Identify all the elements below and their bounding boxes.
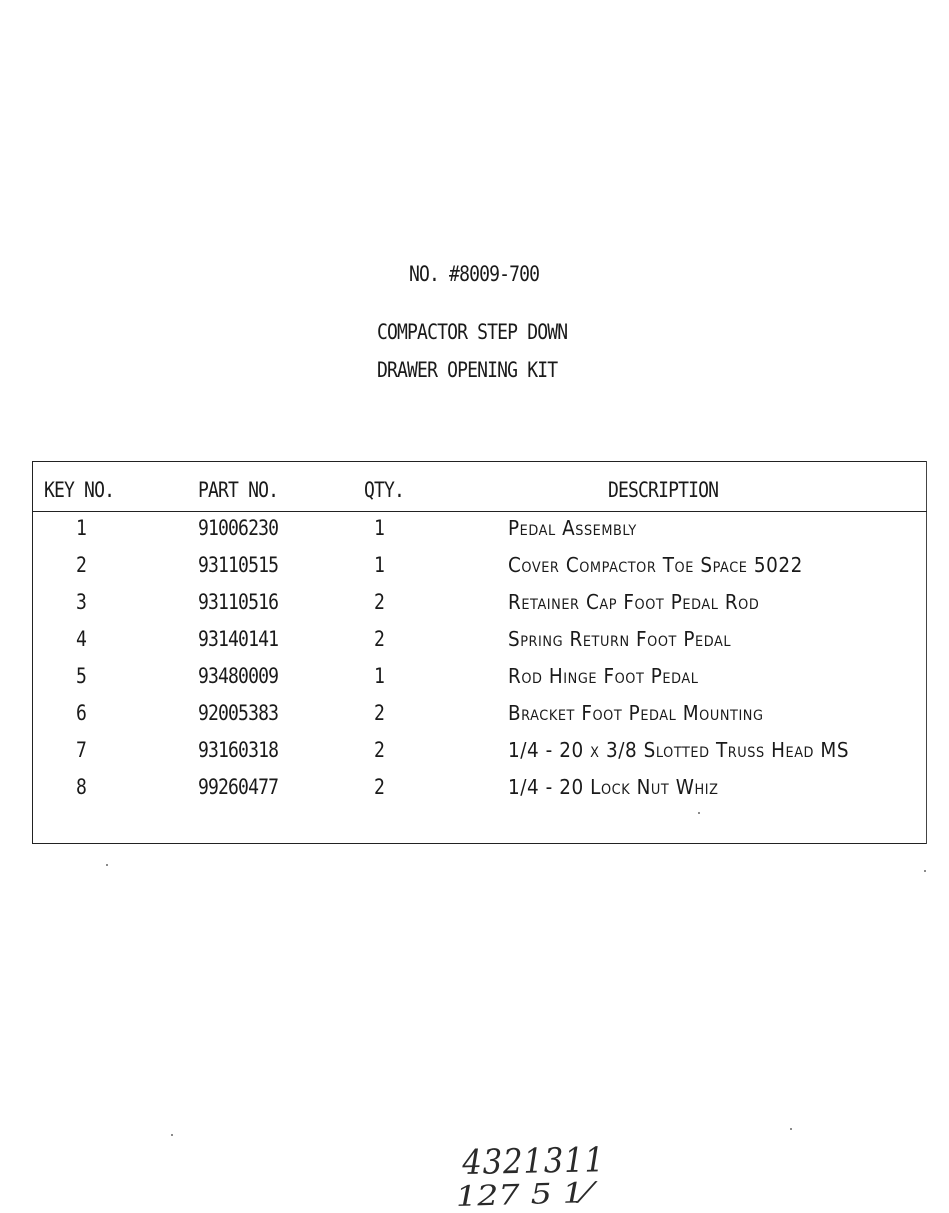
kit-title-line-1: COMPACTOR STEP DOWN xyxy=(377,320,568,344)
row-part-number: 93110516 xyxy=(198,590,279,614)
row-description: Retainer Cap Foot Pedal Rod xyxy=(508,590,760,614)
parts-table-header-rule xyxy=(32,511,927,512)
header-part-no: PART NO. xyxy=(198,478,279,502)
row-description: Spring Return Foot Pedal xyxy=(508,627,732,651)
scan-speck xyxy=(790,1128,792,1130)
handwritten-note-line-1: 4321311 xyxy=(462,1140,606,1183)
header-key-no: KEY NO. xyxy=(44,478,115,502)
scan-speck xyxy=(924,870,926,872)
header-qty: QTY. xyxy=(364,478,405,502)
row-description: 1/4 - 20 x 3/8 Slotted Truss Head MS xyxy=(508,738,850,762)
row-key: 8 xyxy=(76,775,87,799)
row-qty: 1 xyxy=(374,553,385,577)
row-part-number: 92005383 xyxy=(198,701,279,725)
table-row xyxy=(0,553,949,587)
row-part-number: 93160318 xyxy=(198,738,279,762)
row-qty: 1 xyxy=(374,664,385,688)
row-part-number: 93480009 xyxy=(198,664,279,688)
row-qty: 1 xyxy=(374,516,385,540)
table-row xyxy=(0,701,949,735)
row-key: 1 xyxy=(76,516,87,540)
row-key: 7 xyxy=(76,738,87,762)
kit-number: NO. #8009-700 xyxy=(409,262,540,286)
table-row xyxy=(0,627,949,661)
handwritten-note-line-2: 127 5 1⁄ xyxy=(455,1176,591,1213)
row-qty: 2 xyxy=(374,590,385,614)
table-row xyxy=(0,664,949,698)
row-key: 3 xyxy=(76,590,87,614)
row-part-number: 91006230 xyxy=(198,516,279,540)
row-key: 2 xyxy=(76,553,87,577)
row-key: 5 xyxy=(76,664,87,688)
row-qty: 2 xyxy=(374,738,385,762)
row-description: 1/4 - 20 Lock Nut Whiz xyxy=(508,775,719,799)
row-key: 4 xyxy=(76,627,87,651)
header-description: DESCRIPTION xyxy=(608,478,719,502)
row-key: 6 xyxy=(76,701,87,725)
row-description: Rod Hinge Foot Pedal xyxy=(508,664,699,688)
row-part-number: 99260477 xyxy=(198,775,279,799)
scan-speck xyxy=(106,864,108,866)
row-qty: 2 xyxy=(374,627,385,651)
row-qty: 2 xyxy=(374,701,385,725)
row-part-number: 93110515 xyxy=(198,553,279,577)
table-row xyxy=(0,738,949,772)
scan-speck xyxy=(698,812,700,814)
table-row xyxy=(0,775,949,809)
row-description: Pedal Assembly xyxy=(508,516,637,540)
scan-speck xyxy=(171,1134,173,1136)
row-qty: 2 xyxy=(374,775,385,799)
row-part-number: 93140141 xyxy=(198,627,279,651)
kit-title-line-2: DRAWER OPENING KIT xyxy=(377,358,558,382)
row-description: Bracket Foot Pedal Mounting xyxy=(508,701,764,725)
table-row xyxy=(0,590,949,624)
table-row xyxy=(0,516,949,550)
row-description: Cover Compactor Toe Space 5022 xyxy=(508,553,803,577)
